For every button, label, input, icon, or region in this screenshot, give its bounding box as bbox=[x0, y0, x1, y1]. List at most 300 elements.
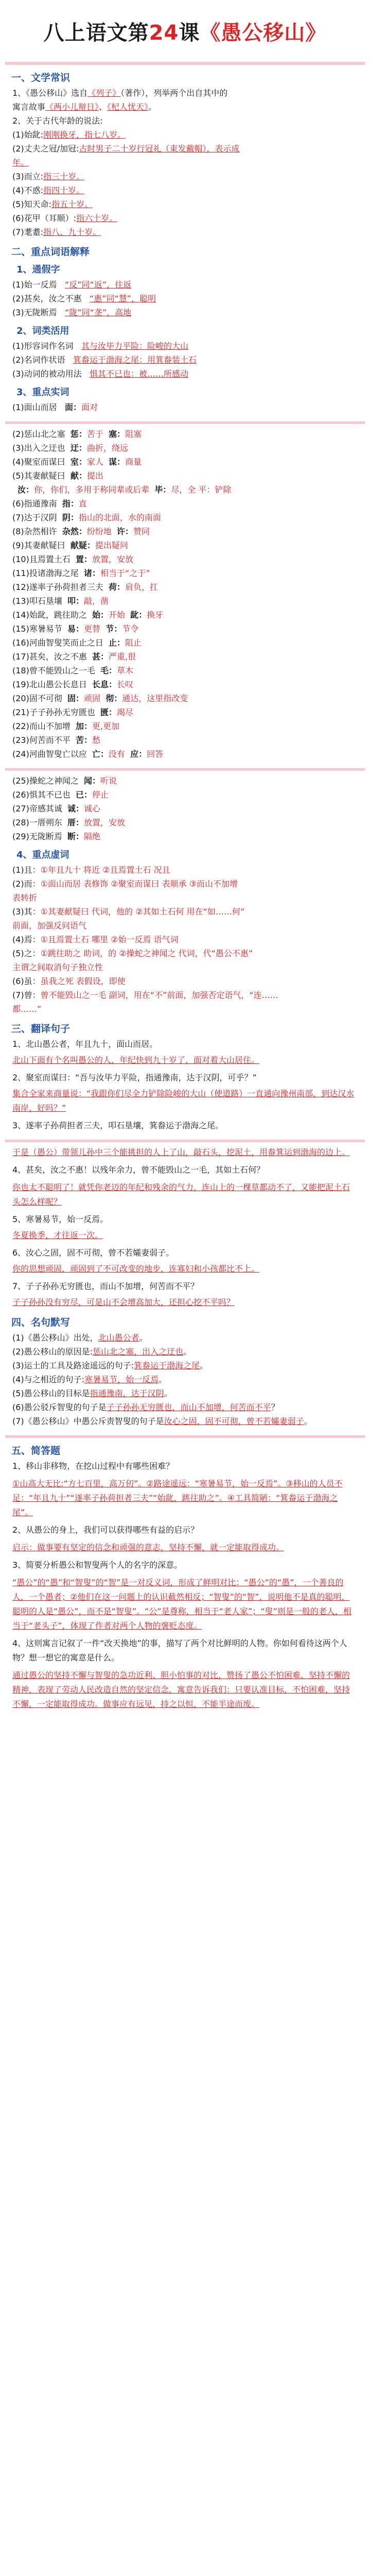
title-prefix: 八上语文第 bbox=[43, 21, 149, 45]
age-item bbox=[12, 170, 365, 183]
spacer bbox=[95, 707, 100, 717]
age-item bbox=[12, 142, 365, 156]
spacer bbox=[57, 527, 62, 536]
item-answer: 寒暑易节，始一反焉 bbox=[84, 1375, 159, 1384]
recite-item bbox=[12, 1331, 365, 1345]
question: 4、这则寓言记叙了一件“改天换地”的事，描写了两个对比鲜明的人物。你如何看待这两个人物？想一想它的寓意是什么。 bbox=[12, 1638, 347, 1663]
word-item bbox=[12, 441, 365, 455]
item-key: 惩： bbox=[70, 429, 87, 439]
item-answer: 更,更加 bbox=[92, 721, 120, 731]
item-label: (22)而山不加增 bbox=[12, 721, 71, 731]
function-word bbox=[12, 960, 365, 974]
function-word bbox=[12, 946, 365, 960]
word-item bbox=[12, 719, 365, 733]
item-label: (11)投诸渤海之尾 bbox=[12, 568, 79, 578]
item-label: (6)愚公驳斥智叟的句子是 bbox=[12, 1402, 107, 1412]
item-label: (7)耄耋: bbox=[12, 227, 44, 237]
spacer bbox=[12, 485, 17, 495]
function-word bbox=[12, 1002, 365, 1016]
line: 2、聚室而谋曰：“吾与汝毕力平险，指通豫南，达于汉阴，可乎？” bbox=[12, 1073, 257, 1082]
item-answer: 曾不能毁山之一毛 副词，用在“不”前面，加强否定语气，“连…… bbox=[40, 990, 278, 1000]
item-label: (2)丈夫之冠/加冠: bbox=[12, 144, 79, 154]
question: 3、简要分析愚公和智叟两个人的名字的深意。 bbox=[12, 1560, 183, 1570]
word-item bbox=[12, 594, 365, 608]
spacer bbox=[79, 776, 84, 786]
text: 寓言故事 bbox=[12, 102, 46, 112]
item-tail: 。 bbox=[164, 1388, 172, 1398]
line bbox=[12, 86, 365, 100]
item-label: (3)其： bbox=[12, 907, 41, 917]
item-answer: 提出疑问 bbox=[95, 540, 128, 550]
item-tail: 。 bbox=[200, 1361, 208, 1370]
spacer bbox=[71, 721, 76, 731]
word-item bbox=[12, 705, 365, 719]
item-label: (2)愚公移山的原因是: bbox=[12, 1347, 93, 1357]
item-label: (3)运土的工具及路途遥远的句子: bbox=[12, 1361, 134, 1370]
item-key: 指： bbox=[62, 499, 79, 509]
item-label: (18)曾不能毁山之一毛 bbox=[12, 666, 95, 675]
word-item bbox=[12, 552, 365, 566]
age-item bbox=[12, 156, 365, 170]
item-answer: 竭尽 bbox=[117, 707, 134, 717]
item-answer: “惠”同“慧”，聪明 bbox=[89, 294, 156, 303]
item-key: 断： bbox=[67, 832, 84, 841]
title-banner bbox=[5, 0, 365, 65]
item-label: (19)北山愚公长息日 bbox=[12, 680, 87, 689]
item-answer: 敲，凿 bbox=[84, 596, 109, 606]
item-answer: 箕畚运于渤海之尾：用箕畚装土石 bbox=[73, 355, 197, 365]
spacer bbox=[62, 818, 67, 827]
spacer bbox=[57, 308, 65, 317]
item-key: 置： bbox=[76, 554, 93, 564]
word-item bbox=[12, 802, 365, 816]
word-item bbox=[12, 455, 365, 469]
line: 5、寒暑易节，始一反焉。 bbox=[12, 1214, 109, 1224]
item-answer: 阻塞 bbox=[125, 429, 142, 439]
item-answer: 放置，安放 bbox=[84, 818, 126, 827]
item-answer: 隔绝 bbox=[84, 832, 101, 841]
word-item bbox=[12, 816, 365, 829]
subheading: 3、重点实词 bbox=[16, 387, 69, 398]
spacer bbox=[87, 610, 92, 620]
line bbox=[12, 100, 365, 114]
recite-item bbox=[12, 1372, 365, 1386]
item-answer: 家人 bbox=[86, 457, 103, 467]
item-answer: 商量 bbox=[125, 457, 142, 467]
spacer bbox=[57, 280, 65, 290]
word-item bbox=[12, 774, 365, 788]
text: 、 bbox=[99, 102, 108, 112]
item-key: 谋： bbox=[109, 457, 126, 467]
item-key: 面： bbox=[64, 402, 81, 412]
word-item bbox=[12, 636, 365, 650]
item-answer: 汝心之固，固不可彻，曾不若孀妻弱子 bbox=[164, 1416, 304, 1426]
item-tail: 。 bbox=[139, 1333, 148, 1343]
spacer bbox=[87, 652, 92, 662]
answer: 你的思想顽固，顽固到了不可改变的地步，连寡妇和小孩都比不上。 bbox=[12, 1264, 260, 1274]
spacer bbox=[65, 540, 71, 550]
answer: 于是（愚公）带领儿孙中三个能挑担的人上了山，敲石头，挖泥土，用畚箕运到渤海的边上。 bbox=[12, 1147, 350, 1157]
word-item bbox=[12, 747, 365, 761]
item-answer: 其与汝毕力平险：险峻的大山 bbox=[81, 341, 188, 351]
spacer bbox=[125, 610, 130, 620]
spacer bbox=[95, 666, 100, 675]
item-key: 始： bbox=[92, 610, 109, 620]
item-label: (16)河曲智叟笑而止之日 bbox=[12, 638, 103, 648]
recite-item bbox=[12, 1414, 365, 1428]
item-key: 龀： bbox=[130, 610, 147, 620]
answer: 你也太不聪明了！就凭你老迈的年纪和残余的气力，连山上的一棵草都动不了，又能把泥土石头怎么样呢？ bbox=[12, 1182, 350, 1207]
item-key: 毕： bbox=[154, 485, 171, 495]
item-label: (1)始一反焉 bbox=[12, 280, 57, 290]
item-label: (1)且： bbox=[12, 865, 41, 875]
item-answer: 相当于“之于” bbox=[100, 568, 150, 578]
line: 1、北山愚公者，年且九十，面山而居。 bbox=[12, 1039, 158, 1049]
title-lesson-number: 24 bbox=[149, 21, 179, 45]
divider bbox=[5, 1435, 365, 1438]
function-word bbox=[12, 933, 365, 946]
item-label: (3)无陇断焉 bbox=[12, 308, 57, 317]
item-key: 汝： bbox=[17, 485, 34, 495]
spacer bbox=[57, 513, 62, 522]
word-item bbox=[12, 733, 365, 747]
word-item bbox=[12, 483, 365, 497]
page-title bbox=[44, 16, 327, 46]
item-key: 厝： bbox=[67, 818, 84, 827]
subheading: 1、通假字 bbox=[16, 264, 60, 275]
item-answer: 惧其不已也：被……所感动 bbox=[89, 369, 188, 379]
item-answer: “陇”同“垄”，高地 bbox=[64, 308, 132, 317]
word-item bbox=[12, 511, 365, 524]
item-answer: 指通豫南，达于汉阴 bbox=[90, 1388, 164, 1398]
recite-item bbox=[12, 1345, 365, 1359]
item-tail: 。 bbox=[304, 1416, 312, 1426]
item-label: (8)杂然相许 bbox=[12, 527, 57, 536]
function-word bbox=[12, 877, 365, 891]
item-label: (1)《愚公移山》出处， bbox=[12, 1333, 98, 1343]
item-answer: 主谓之间取消句子独立性 bbox=[12, 962, 103, 972]
spacer bbox=[65, 443, 71, 453]
item-key: 塞： bbox=[109, 429, 126, 439]
word-item bbox=[12, 580, 365, 594]
age-item bbox=[12, 211, 365, 225]
section-short-answer: 五、简答题 bbox=[11, 1445, 61, 1456]
spacer bbox=[62, 832, 67, 841]
item-answer: 指三十岁。 bbox=[43, 172, 85, 181]
spacer bbox=[112, 527, 117, 536]
item-key: 匮： bbox=[100, 707, 117, 717]
item-label: (5)其妻献疑曰 bbox=[12, 471, 65, 481]
item-label: (6)虽： bbox=[12, 976, 41, 986]
item-answer: 没有 bbox=[109, 749, 126, 759]
item-label: (9)其妻献疑曰 bbox=[12, 540, 65, 550]
item-label: (21)子子孙孙无穷匮也 bbox=[12, 707, 95, 717]
item-key: 献疑： bbox=[70, 540, 95, 550]
item-label: (17)甚矣，汝之不惠 bbox=[12, 652, 87, 662]
answer: 集合全家来商量说：“我跟你们尽全力铲除险峻的大山（使道路）一直通向豫州南部，到达汉水南岸，好吗？” bbox=[12, 1089, 355, 1113]
item-answer: 北山愚公者 bbox=[98, 1333, 139, 1343]
answer: 启示：做事要有坚定的信念和顽强的意志，坚持不懈，就一定能取得成功。 bbox=[12, 1543, 285, 1552]
item-answer: 通达，这里指改变 bbox=[122, 693, 188, 703]
item-answer: 指四十岁。 bbox=[43, 185, 85, 195]
spacer bbox=[82, 369, 90, 379]
item-answer: 听说 bbox=[100, 776, 117, 786]
item-label: (5)之： bbox=[12, 948, 41, 958]
item-label: (2)名词作状语 bbox=[12, 355, 65, 365]
spacer bbox=[103, 582, 109, 592]
word-item bbox=[12, 677, 365, 691]
function-word bbox=[12, 919, 365, 933]
item-label: (3)动词的被动用法 bbox=[12, 369, 82, 379]
spacer bbox=[87, 749, 92, 759]
item-key: 闻： bbox=[84, 776, 101, 786]
word-item bbox=[12, 691, 365, 705]
item-label: (2)惩山北之塞 bbox=[12, 429, 65, 439]
item-label: (4)与之相近的句子: bbox=[12, 1375, 85, 1384]
spacer bbox=[57, 499, 62, 509]
spacer bbox=[65, 355, 73, 365]
spacer bbox=[65, 471, 71, 481]
item-label: (26)惧其不已也 bbox=[12, 790, 71, 800]
section-words: 二、重点词语解释 bbox=[11, 246, 90, 258]
answer: 《两小儿辩日》 bbox=[45, 102, 99, 112]
item-label: (5)知天命: bbox=[12, 199, 52, 209]
answer: 《列子》 bbox=[87, 88, 121, 98]
question: 1、移山非移物，在挖山过程中有哪些困难？ bbox=[12, 1461, 174, 1471]
item-label: (3)而立: bbox=[12, 172, 44, 181]
word-item bbox=[12, 353, 365, 367]
divider bbox=[5, 1140, 365, 1142]
item-label: (29)无陇断焉 bbox=[12, 832, 62, 841]
item-label: (12)遂率子孙荷担者三夫 bbox=[12, 582, 103, 592]
item-key: 迂： bbox=[70, 443, 87, 453]
function-word bbox=[12, 863, 365, 877]
function-word bbox=[12, 974, 365, 988]
item-answer: 顽固 bbox=[84, 693, 101, 703]
item-answer: 苦于 bbox=[86, 429, 103, 439]
item-answer: 刚刚换牙，指七八岁。 bbox=[43, 130, 126, 140]
item-tail: ？ bbox=[271, 1402, 279, 1412]
item-key: 节： bbox=[105, 624, 122, 634]
answer: ①山高大无比:“方七百里，高万仞”。②路途遥远：“寒暑易节，始一反焉”。③移山的人员不足：“年且九十”“遂率子孙荷担者三夫”“始龀，跳往助之”。④工具简陋：“箕畚运于渤海之尾”。 bbox=[12, 1479, 343, 1517]
item-answer: ①跳往助之 助词，的 ②操蛇之神闻之 代词，代“愚公不惠” bbox=[40, 948, 253, 958]
item-key: 诸： bbox=[84, 568, 101, 578]
item-key: 甚： bbox=[92, 652, 109, 662]
item-answer: 放置，安放 bbox=[92, 554, 134, 564]
answer: 通过愚公的坚持不懈与智叟的急功近利、胆小怕事的对比，赞扬了愚公不怕困难、坚持不懈的精神，表现了劳动人民改造自然的坚定信念，寓意告诉我们：只要认准目标，不怕困难，坚持不懈，一定能取得成功。做事应有远见，持之以恒，不能半途而废。 bbox=[12, 1670, 350, 1709]
item-answer: 惩山北之塞，出入之迂也 bbox=[93, 1347, 184, 1357]
item-answer: 年。 bbox=[12, 158, 29, 167]
item-answer: 指六十岁。 bbox=[76, 213, 118, 223]
section-literature: 一、文学常识 bbox=[11, 72, 71, 83]
item-label: (24)河曲智叟亡以应 bbox=[12, 749, 87, 759]
function-word bbox=[12, 988, 365, 1002]
line: 4、甚矣，汝之不惠！以残年余力，曾不能毁山之一毛，其如土石何？ bbox=[12, 1165, 265, 1175]
item-answer: ①且焉置土石 哪里 ②始一反焉 语气词 bbox=[40, 935, 179, 944]
section-recite: 四、名句默写 bbox=[11, 1317, 71, 1328]
item-answer: 赞同 bbox=[133, 527, 150, 536]
age-item bbox=[12, 225, 365, 239]
word-item bbox=[12, 788, 365, 802]
item-answer: 长叹 bbox=[117, 680, 134, 689]
word-item bbox=[12, 278, 365, 292]
spacer bbox=[103, 429, 109, 439]
answer: 北山下面有个名叫愚公的人，年纪快到九十岁了，面对着大山居住。 bbox=[12, 1055, 260, 1065]
spacer bbox=[71, 790, 76, 800]
spacer bbox=[62, 804, 67, 814]
item-answer: 停止 bbox=[92, 790, 109, 800]
spacer bbox=[79, 568, 84, 578]
spacer bbox=[71, 554, 76, 564]
spacer bbox=[103, 638, 109, 648]
spacer bbox=[65, 457, 71, 467]
age-item bbox=[12, 183, 365, 197]
item-answer: 直 bbox=[78, 499, 87, 509]
item-answer: 虽我之死 表假设，即使 bbox=[40, 976, 126, 986]
item-answer: 古时男子二十岁行冠礼（束发戴帽），表示成 bbox=[79, 144, 240, 154]
item-key: 亡： bbox=[92, 749, 109, 759]
item-answer: 指五十岁。 bbox=[51, 199, 93, 209]
spacer bbox=[87, 680, 92, 689]
item-key: 献： bbox=[70, 471, 87, 481]
item-answer: 肩负，扛 bbox=[125, 582, 158, 592]
item-answer: 纷纷地 bbox=[86, 527, 112, 536]
divider bbox=[5, 768, 365, 771]
item-label: (4)不惑: bbox=[12, 185, 44, 195]
item-answer: 你，你们，多用于称同辈或后辈 bbox=[34, 485, 150, 495]
text: 。 bbox=[148, 102, 157, 112]
item-key: 固： bbox=[67, 693, 84, 703]
word-item bbox=[12, 400, 365, 414]
spacer bbox=[100, 624, 105, 634]
function-word bbox=[12, 905, 365, 919]
word-item bbox=[12, 367, 365, 381]
spacer bbox=[103, 457, 109, 467]
word-item bbox=[12, 608, 365, 622]
item-answer: 曲折，绕远 bbox=[86, 443, 128, 453]
item-answer: 指山的北面，水的南面 bbox=[78, 513, 161, 522]
item-answer: 阻止 bbox=[125, 638, 142, 648]
item-label: (13)叩石垦壤 bbox=[12, 596, 62, 606]
line: 6、汝心之固，固不可彻，曾不若孀妻弱子。 bbox=[12, 1248, 174, 1258]
item-key: 彻： bbox=[105, 693, 122, 703]
item-key: 叩： bbox=[67, 596, 84, 606]
item-label: (4)聚室而谋曰 bbox=[12, 457, 65, 467]
item-key: 阴： bbox=[62, 513, 79, 522]
item-tail: 。 bbox=[183, 1347, 192, 1357]
function-word bbox=[12, 891, 365, 905]
recite-item bbox=[12, 1386, 365, 1400]
spacer bbox=[62, 624, 67, 634]
item-answer: 严重,很 bbox=[109, 652, 136, 662]
item-answer: ①年且九十 将近 ②且焉置土石 况且 bbox=[40, 865, 170, 875]
item-answer: 开始 bbox=[109, 610, 126, 620]
item-label: (7)《愚公移山》中愚公斥责智叟的句子是 bbox=[12, 1416, 164, 1426]
spacer bbox=[125, 749, 130, 759]
answer: 《杞人忧天》 bbox=[107, 102, 149, 112]
item-label: (7)曾： bbox=[12, 990, 41, 1000]
item-label: (6)指通豫南 bbox=[12, 499, 57, 509]
age-item bbox=[12, 128, 365, 142]
item-answer: ①其妻献疑曰 代词，他的 ②其如土石何 用在“如……何” bbox=[40, 907, 245, 917]
word-item bbox=[12, 566, 365, 580]
item-key: 易： bbox=[67, 624, 84, 634]
word-item bbox=[12, 427, 365, 441]
item-answer: 换牙 bbox=[147, 610, 164, 620]
line: 3、遂率子孙荷担者三夫，叩石垦壤，箕畚运于渤海之尾。 bbox=[12, 1121, 224, 1130]
line: 7、子子孙孙无穷匮也，而山不加增，何苦而不平？ bbox=[12, 1281, 199, 1291]
spacer bbox=[149, 485, 154, 495]
item-label: (4)焉： bbox=[12, 935, 41, 944]
item-answer: 尽，全 平：铲除 bbox=[171, 485, 232, 495]
item-label: (28)一厝朔东 bbox=[12, 818, 62, 827]
item-label: (2)甚矣，汝之不惠 bbox=[12, 294, 82, 303]
subheading: 2、词类活用 bbox=[16, 326, 69, 336]
title-mid: 课 bbox=[179, 21, 200, 45]
title-lesson-name: 《愚公移山》 bbox=[200, 21, 327, 45]
answer: 子子孙孙没有穷尽，可是山不会增高加大，还担心挖不平吗？ bbox=[12, 1297, 235, 1307]
item-answer: 节令 bbox=[122, 624, 139, 634]
item-answer: 箕畚运于渤海之尾 bbox=[134, 1361, 200, 1370]
item-answer: 更替 bbox=[84, 624, 101, 634]
word-item bbox=[12, 524, 365, 538]
spacer bbox=[57, 402, 65, 412]
spacer bbox=[62, 596, 67, 606]
spacer bbox=[74, 341, 81, 351]
answer: “愚公”的“愚”和“智叟”的“智”是一对反义词，形成了鲜明对比：“愚公”的“愚”，一个善良的人，一个愚者；②他们在这一问题上的认识截然相反；“智叟”的“智”，说明他不是真的聪明，聪明的人是“愚公”，而不是“智叟”。“公”是尊称，相当于“老人家”；“叟”则是一般的老人，相当于“老头子”，体现了作者对两个人物的褒贬态度。 bbox=[12, 1578, 351, 1631]
item-label: (1)始龀: bbox=[12, 130, 44, 140]
section-translate: 三、翻译句子 bbox=[11, 1023, 71, 1035]
question: 2、从愚公的身上，我们可以获得哪些有益的启示？ bbox=[12, 1525, 199, 1535]
divider bbox=[5, 421, 365, 424]
item-label: (5)愚公移山的目标是 bbox=[12, 1388, 90, 1398]
item-key: 已： bbox=[76, 790, 93, 800]
word-item bbox=[12, 538, 365, 552]
item-answer: 指八、九十岁。 bbox=[43, 227, 101, 237]
item-label: (20)固不可彻 bbox=[12, 693, 62, 703]
item-key: 许： bbox=[117, 527, 134, 536]
spacer bbox=[71, 735, 76, 745]
item-answer: 愁 bbox=[92, 735, 101, 745]
spacer bbox=[65, 429, 71, 439]
item-key: 室： bbox=[70, 457, 87, 467]
text: （著作），列举两个出自其中的 bbox=[120, 88, 228, 98]
subheading: 4、重点虚词 bbox=[16, 850, 69, 860]
item-label: (3)出入之迂也 bbox=[12, 443, 65, 453]
word-item bbox=[12, 622, 365, 636]
item-answer: 提出 bbox=[86, 471, 103, 481]
item-label: (1)形容词作名词 bbox=[12, 341, 74, 351]
item-key: 长息： bbox=[92, 680, 117, 689]
item-label: (6)花甲（耳顺）: bbox=[12, 213, 77, 223]
item-label: (27)帝感其诚 bbox=[12, 804, 62, 814]
line: 2、关于古代年龄的说法: bbox=[12, 116, 103, 126]
item-key: 诚： bbox=[67, 804, 84, 814]
item-label: (7)达于汉阴 bbox=[12, 513, 57, 522]
item-key: 杂然： bbox=[62, 527, 87, 536]
item-key: 苦： bbox=[76, 735, 93, 745]
item-key: 毛： bbox=[100, 666, 117, 675]
recite-item bbox=[12, 1359, 365, 1372]
item-label: (15)寒暑易节 bbox=[12, 624, 62, 634]
recite-item bbox=[12, 1400, 365, 1414]
word-item bbox=[12, 650, 365, 664]
spacer bbox=[100, 693, 105, 703]
item-answer: 回答 bbox=[147, 749, 164, 759]
spacer bbox=[62, 693, 67, 703]
item-answer: 面对 bbox=[81, 402, 98, 412]
item-answer: 表转折 bbox=[12, 893, 38, 903]
